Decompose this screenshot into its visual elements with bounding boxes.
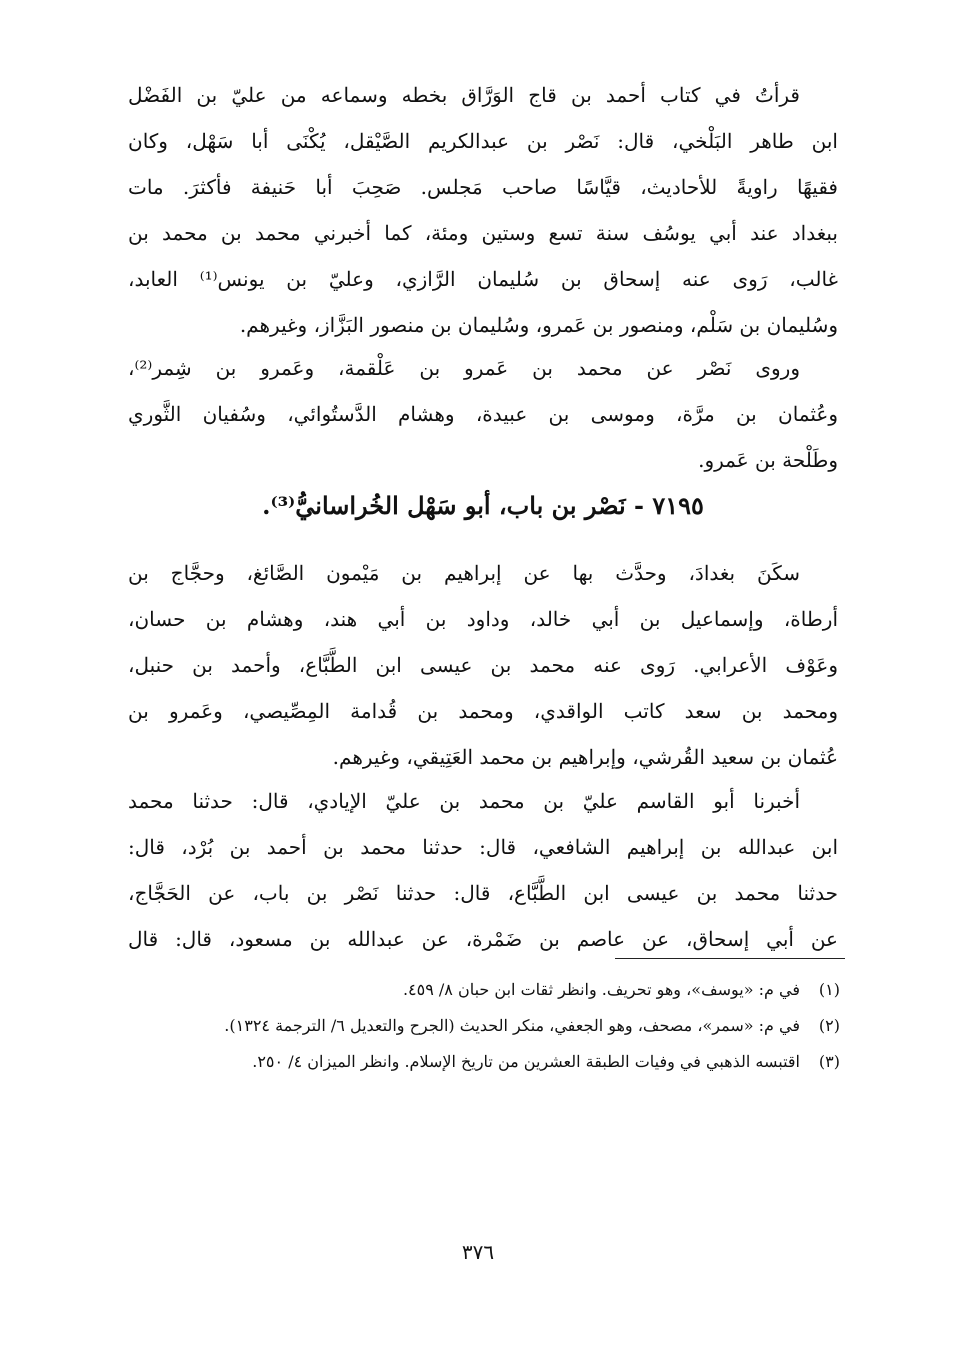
text-line: أخبرنا أبو القاسم عليّ بن محمد بن عليّ الإيادي، قال: حدثنا محمد — [128, 789, 800, 813]
footnote — [128, 1011, 840, 1041]
entry-heading: ٧١٩٥ - نَصْر بن باب، أبو سَهْل الخُراسانيُّ⁽³⁾. — [262, 491, 704, 520]
text-line: سكَنَ بغدادَ، وحدَّث بها عن إبراهيم بن مَيْمون الصَّائغ، وحجَّاج بن — [128, 561, 800, 585]
text-line: ومحمد بن سعد كاتب الواقدي، ومحمد بن قُدامة المِصِّيصي، وعَمرو بن — [128, 699, 838, 723]
footnote-text: في م: «سمر»، مصحف، وهو الجعفي، منكر الحديث (الجرح والتعديل ٦/ الترجمة ١٣٢٤). — [224, 1016, 800, 1035]
paragraph-entry — [128, 550, 838, 780]
text-line: قرأتُ في كتاب أحمد بن قاج الوَرَّاق بخطه وسماعه من عليّ بن الفَضْل — [128, 83, 800, 107]
text-line: حدثنا محمد بن عيسى ابن الطَّبَّاع، قال: حدثنا نَصْر بن باب، عن الحَجَّاج، — [128, 881, 838, 905]
footnote — [128, 975, 840, 1005]
footnote-number: (٣) — [818, 1052, 840, 1071]
text-line: ابن طاهر البَلْخي، قال: نَصْر بن عبدالكريم الصَّيْقل، يُكْنَى أبا سَهْل، وكان — [128, 129, 838, 153]
page-number: ٣٧٦ — [461, 1240, 495, 1264]
text-line: عن أبي إسحاق، عن عاصم بن ضَمْرة، عن عبدالله بن مسعود، قال: قال — [128, 927, 838, 951]
paragraph-biography — [128, 72, 838, 348]
footnote — [128, 1047, 840, 1077]
text-line: ابن عبدالله بن إبراهيم الشافعي، قال: حدثنا محمد بن أحمد بن بُرْد، قال: — [128, 835, 838, 859]
text-line: ببغداد عند أبي يوسُف سنة تسع وستين ومئة، كما أخبرني محمد بن محمد بن — [128, 221, 838, 245]
footnote-separator — [615, 958, 845, 959]
text-line: وعَوْف الأعرابي. رَوى عنه محمد بن عيسى ابن الطَّبَّاع، وأحمد بن حنبل، — [128, 653, 838, 677]
text-line: وسُليمان بن سَلْم، ومنصور بن عَمرو، وسُليمان بن منصور البَزَّاز، وغيرهم. — [239, 313, 838, 337]
text-line: عُثمان بن سعيد القُرشي، وإبراهيم بن محمد العَتِيقي، وغيرهم. — [332, 745, 838, 769]
footnote-number: (١) — [818, 980, 840, 999]
footnote-text: في م: «يوسف»، وهو تحريف. وانظر ثقات ابن حبان ٨/ ٤٥٩. — [402, 980, 800, 999]
text-line: وروى نَصْر عن محمد بن عَمرو بن عَلْقمة، وعَمرو بن شِمر⁽²⁾، — [128, 356, 800, 380]
footnotes — [128, 975, 840, 1083]
text-line: فقيهًا راويةً للأحاديث، قيَّاسًا صاحب مَجلس. صَحِبَ أبا حَنيفة فأكثرَ. مات — [128, 175, 838, 199]
footnote-text: اقتبسه الذهبي في وفيات الطبقة العشرين من تاريخ الإسلام. وانظر الميزان ٤/ ٢٥٠. — [252, 1052, 800, 1071]
text-line: غالب، رَوى عنه إسحاق بن سُليمان الرَّازي، وعليّ بن يونس⁽¹⁾ العابد، — [128, 267, 838, 291]
text-line: وعُثمان بن مرَّة، وموسى بن عبيدة، وهشام الدَّستُوائي، وسُفيان الثَّوري — [128, 402, 838, 426]
footnote-number: (٢) — [818, 1016, 840, 1035]
text-line: أرطاة، وإسماعيل بن أبي خالد، وداود بن أبي هند، وهشام بن حسان، — [128, 607, 838, 631]
paragraph-isnad — [128, 778, 838, 962]
paragraph-narrators — [128, 345, 838, 483]
text-line: وطَلْحة بن عَمرو. — [698, 448, 838, 472]
